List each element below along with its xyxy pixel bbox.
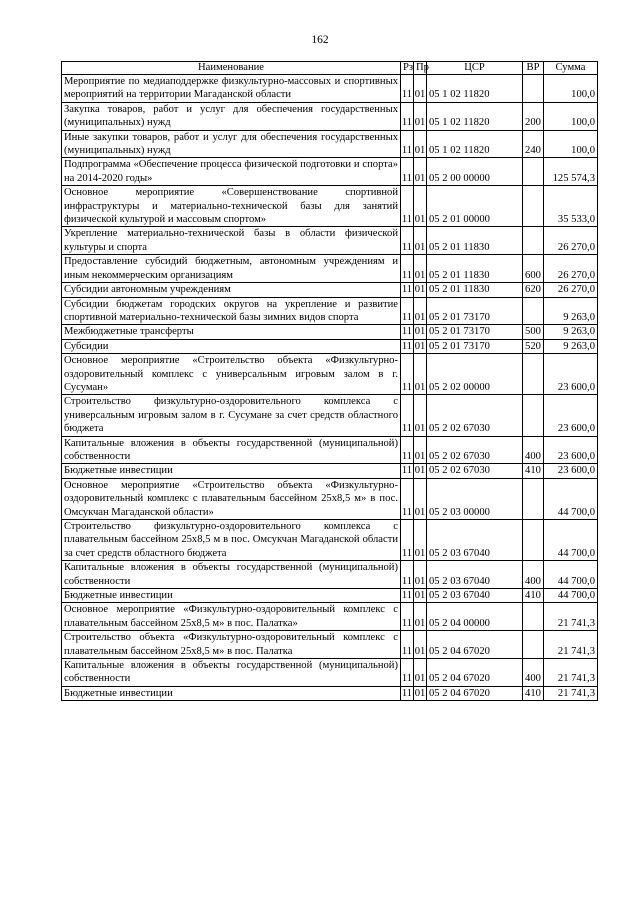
- row-name: Предоставление субсидий бюджетным, автономным учреждениям и иным некоммерческим организациям: [62, 255, 401, 283]
- table-row: [62, 325, 598, 339]
- row-vr: [523, 354, 544, 395]
- row-sum: 100,0: [544, 75, 598, 103]
- budget-table: [61, 61, 598, 701]
- row-sum: 23 600,0: [544, 464, 598, 478]
- row-rz: 11: [401, 395, 414, 436]
- row-csr: 05 2 01 11830: [427, 255, 523, 283]
- row-rz: 11: [401, 158, 414, 186]
- row-rz: 11: [401, 326, 413, 338]
- row-sum: 26 270,0: [544, 227, 598, 255]
- row-rz: 11: [401, 186, 414, 227]
- table-row: [62, 283, 598, 297]
- row-name: Основное мероприятие «Строительство объекта «Физкультурно-оздоровительный комплекс с плавательным бассейном 25х8,5 м» в пос. Омсукчан Магаданской области»: [62, 478, 401, 519]
- row-rz: 11: [401, 520, 414, 561]
- row-rz: 11: [401, 102, 414, 130]
- row-vr: [523, 297, 544, 325]
- row-name: Строительство физкультурно-оздоровительного комплекса с плавательным бассейном 25х8,5 м в пос. Омсукчан Магаданской области за счет средств областного бюджета: [62, 520, 401, 561]
- table-row: [62, 659, 598, 687]
- row-pr: 01: [414, 227, 427, 255]
- header-rz: Рз: [401, 62, 414, 75]
- table-row: [62, 158, 598, 186]
- row-vr: 410: [523, 589, 544, 603]
- row-vr: [523, 603, 544, 631]
- row-pr: 01: [414, 284, 426, 296]
- row-vr: [523, 520, 544, 561]
- row-rz: 11: [401, 687, 413, 699]
- row-csr: 05 1 02 11820: [427, 130, 523, 158]
- row-vr: 520: [523, 339, 544, 353]
- header-csr: ЦСР: [427, 62, 523, 75]
- row-name: Капитальные вложения в объекты государственной (муниципальной) собственности: [62, 436, 401, 464]
- table-row: [62, 686, 598, 700]
- row-csr: 05 2 02 67030: [427, 436, 523, 464]
- row-csr: 05 2 04 67020: [427, 686, 523, 700]
- row-csr: 05 2 02 67030: [427, 395, 523, 436]
- table-body: [62, 75, 598, 701]
- header-sum: Сумма: [544, 62, 598, 75]
- row-sum: 21 741,3: [544, 659, 598, 687]
- row-rz: 11: [401, 75, 414, 103]
- row-name: Строительство объекта «Физкультурно-оздоровительный комплекс с плавательным бассейном 25х8,5 м» в пос. Палатка: [62, 631, 401, 659]
- row-pr: 01: [414, 326, 426, 338]
- row-pr: 01: [414, 631, 427, 659]
- row-sum: 21 741,3: [544, 631, 598, 659]
- row-pr: 01: [414, 130, 427, 158]
- row-rz: 11: [401, 354, 414, 395]
- row-sum: 100,0: [544, 130, 598, 158]
- row-pr: 01: [414, 102, 427, 130]
- row-name: Бюджетные инвестиции: [62, 589, 401, 603]
- table-row: [62, 395, 598, 436]
- row-csr: 05 2 02 67030: [427, 464, 523, 478]
- header-name: Наименование: [62, 62, 401, 75]
- table-row: [62, 478, 598, 519]
- row-pr: 01: [414, 478, 427, 519]
- row-csr: 05 2 03 67040: [427, 589, 523, 603]
- row-csr: 05 2 03 00000: [427, 478, 523, 519]
- row-vr: [523, 631, 544, 659]
- row-pr: 01: [414, 561, 427, 589]
- row-pr: 01: [414, 158, 427, 186]
- row-vr: 410: [523, 686, 544, 700]
- table-row: [62, 561, 598, 589]
- row-name: Субсидии автономным учреждениям: [62, 283, 401, 297]
- row-pr: 01: [414, 659, 427, 687]
- row-sum: 26 270,0: [544, 283, 598, 297]
- row-pr: 01: [414, 255, 427, 283]
- row-rz: 11: [401, 227, 414, 255]
- row-pr: 01: [414, 465, 426, 477]
- header-vr: ВР: [523, 62, 544, 75]
- row-pr: 01: [414, 75, 427, 103]
- table-row: [62, 227, 598, 255]
- table-row: [62, 603, 598, 631]
- row-vr: 620: [523, 283, 544, 297]
- row-csr: 05 2 01 11830: [427, 283, 523, 297]
- table-row: [62, 339, 598, 353]
- row-vr: 400: [523, 436, 544, 464]
- row-sum: 21 741,3: [544, 686, 598, 700]
- row-sum: 100,0: [544, 102, 598, 130]
- row-vr: 400: [523, 659, 544, 687]
- row-vr: [523, 227, 544, 255]
- row-name: Межбюджетные трансферты: [62, 325, 401, 339]
- table-row: [62, 436, 598, 464]
- table-row: [62, 631, 598, 659]
- row-name: Капитальные вложения в объекты государственной (муниципальной) собственности: [62, 561, 401, 589]
- row-sum: 125 574,3: [544, 158, 598, 186]
- row-rz: 11: [401, 340, 413, 352]
- row-csr: 05 2 01 73170: [427, 297, 523, 325]
- table-row: [62, 589, 598, 603]
- table-row: [62, 354, 598, 395]
- row-pr: 01: [414, 436, 427, 464]
- row-rz: 11: [401, 590, 413, 602]
- row-name: Бюджетные инвестиции: [62, 686, 401, 700]
- row-rz: 11: [401, 284, 413, 296]
- row-pr: 01: [414, 340, 426, 352]
- table-row: [62, 297, 598, 325]
- header-pr: Пр: [414, 62, 427, 75]
- row-name: Капитальные вложения в объекты государственной (муниципальной) собственности: [62, 659, 401, 687]
- row-sum: 23 600,0: [544, 354, 598, 395]
- row-csr: 05 2 04 67020: [427, 631, 523, 659]
- row-name: Основное мероприятие «Совершенствование спортивной инфраструктуры и материально-технической базы для занятий физической культурой и массовым спортом»: [62, 186, 401, 227]
- row-name: Бюджетные инвестиции: [62, 464, 401, 478]
- page-number: 162: [311, 34, 329, 46]
- row-pr: 01: [414, 186, 427, 227]
- row-rz: 11: [401, 297, 414, 325]
- row-rz: 11: [401, 659, 414, 687]
- row-csr: 05 2 01 00000: [427, 186, 523, 227]
- row-sum: 44 700,0: [544, 520, 598, 561]
- row-name: Иные закупки товаров, работ и услуг для обеспечения государственных (муниципальных) нужд: [62, 130, 401, 158]
- table-row: [62, 102, 598, 130]
- row-sum: 44 700,0: [544, 561, 598, 589]
- row-name: Субсидии бюджетам городских округов на укрепление и развитие спортивной материально-технической базы зимних видов спорта: [62, 297, 401, 325]
- row-pr: 01: [414, 297, 427, 325]
- table-row: [62, 520, 598, 561]
- row-csr: 05 2 04 67020: [427, 659, 523, 687]
- row-pr: 01: [414, 603, 427, 631]
- row-rz: 11: [401, 561, 414, 589]
- row-rz: 11: [401, 255, 414, 283]
- row-csr: 05 2 01 73170: [427, 339, 523, 353]
- row-vr: 200: [523, 102, 544, 130]
- table-row: [62, 130, 598, 158]
- row-vr: [523, 395, 544, 436]
- row-sum: 35 533,0: [544, 186, 598, 227]
- row-sum: 9 263,0: [544, 297, 598, 325]
- row-name: Основное мероприятие «Физкультурно-оздоровительный комплекс с плавательным бассейном 25х8,5 м» в пос. Палатка»: [62, 603, 401, 631]
- row-sum: 21 741,3: [544, 603, 598, 631]
- row-csr: 05 2 03 67040: [427, 520, 523, 561]
- row-csr: 05 2 02 00000: [427, 354, 523, 395]
- row-vr: 400: [523, 561, 544, 589]
- row-csr: 05 1 02 11820: [427, 75, 523, 103]
- row-rz: 11: [401, 436, 414, 464]
- row-name: Основное мероприятие «Строительство объекта «Физкультурно-оздоровительный комплекс с универсальным игровым залом в г. Сусуман»: [62, 354, 401, 395]
- row-pr: 01: [414, 590, 426, 602]
- row-rz: 11: [401, 465, 413, 477]
- row-rz: 11: [401, 130, 414, 158]
- row-rz: 11: [401, 603, 414, 631]
- row-pr: 01: [414, 520, 427, 561]
- row-rz: 11: [401, 478, 414, 519]
- row-csr: 05 1 02 11820: [427, 102, 523, 130]
- row-name: Мероприятие по медиаподдержке физкультурно-массовых и спортивных мероприятий на территории Магаданской области: [62, 75, 401, 103]
- row-rz: 11: [401, 631, 414, 659]
- table-row: [62, 464, 598, 478]
- row-csr: 05 2 04 00000: [427, 603, 523, 631]
- row-vr: 500: [523, 325, 544, 339]
- row-sum: 44 700,0: [544, 478, 598, 519]
- row-vr: [523, 158, 544, 186]
- row-sum: 23 600,0: [544, 395, 598, 436]
- row-vr: [523, 75, 544, 103]
- row-vr: [523, 478, 544, 519]
- table-row: [62, 75, 598, 103]
- row-pr: 01: [414, 354, 427, 395]
- row-name: Субсидии: [62, 339, 401, 353]
- row-name: Закупка товаров, работ и услуг для обеспечения государственных (муниципальных) нужд: [62, 102, 401, 130]
- row-sum: 26 270,0: [544, 255, 598, 283]
- row-sum: 44 700,0: [544, 589, 598, 603]
- row-sum: 23 600,0: [544, 436, 598, 464]
- row-csr: 05 2 00 00000: [427, 158, 523, 186]
- row-vr: 410: [523, 464, 544, 478]
- table-header-row: [62, 62, 598, 75]
- row-name: Строительство физкультурно-оздоровительного комплекса с универсальным игровым залом в г. Сусумане за счет средств областного бюджета: [62, 395, 401, 436]
- table-row: [62, 255, 598, 283]
- row-vr: 240: [523, 130, 544, 158]
- row-vr: [523, 186, 544, 227]
- row-pr: 01: [414, 395, 427, 436]
- row-name: Подпрограмма «Обеспечение процесса физической подготовки и спорта» на 2014-2020 годы»: [62, 158, 401, 186]
- row-csr: 05 2 03 67040: [427, 561, 523, 589]
- row-csr: 05 2 01 73170: [427, 325, 523, 339]
- row-sum: 9 263,0: [544, 339, 598, 353]
- row-pr: 01: [414, 687, 426, 699]
- row-vr: 600: [523, 255, 544, 283]
- table-row: [62, 186, 598, 227]
- row-csr: 05 2 01 11830: [427, 227, 523, 255]
- row-name: Укрепление материально-технической базы в области физической культуры и спорта: [62, 227, 401, 255]
- row-sum: 9 263,0: [544, 325, 598, 339]
